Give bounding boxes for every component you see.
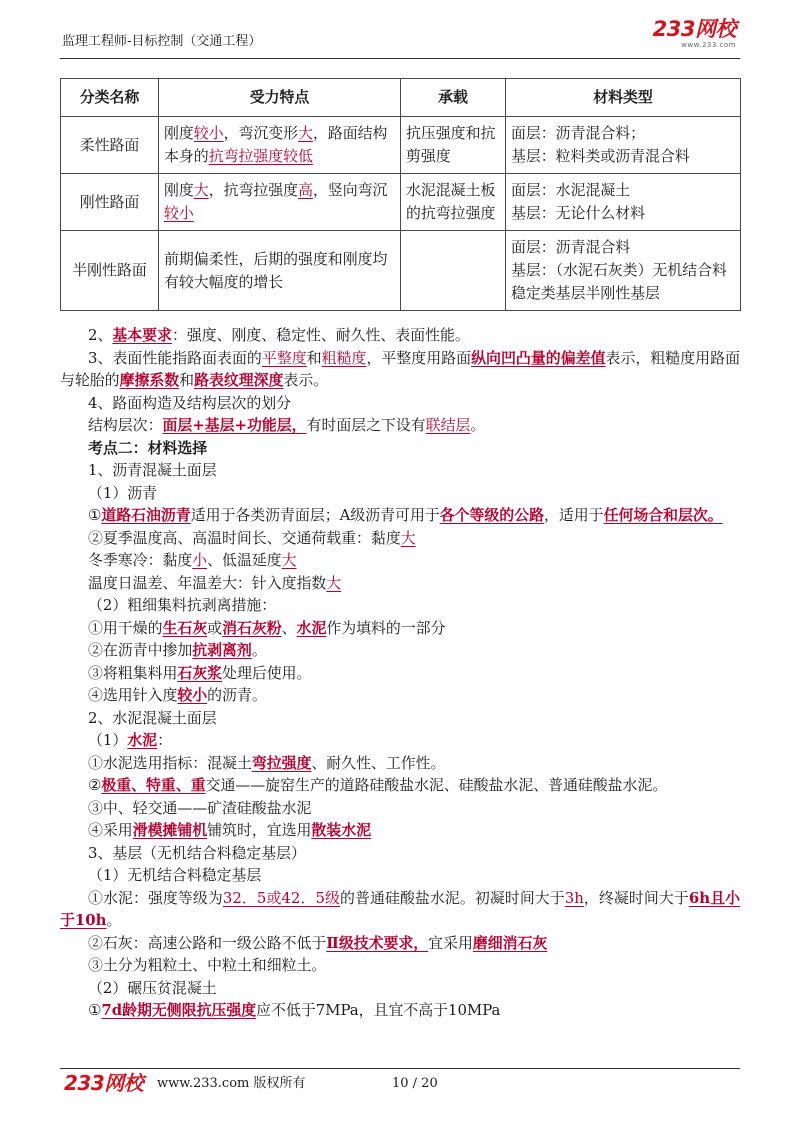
text-run: ，抗弯拉强度 [208,181,299,199]
text-run: ①用干燥的 [88,618,163,637]
material-line: 面层：沥青混合料 [511,238,631,256]
text-run: （1）无机结合料稳定基层 [88,866,262,884]
item-base-lime [60,932,740,955]
item-temperature-penetration-index [60,572,740,595]
highlighted-key-term: 生石灰 [162,618,208,637]
text-run: 4、路面构造及结构层次的划分 [88,393,292,412]
heading-cement-concrete-surface [60,707,740,730]
highlighted-key-term: 高 [298,181,313,199]
text-run: 2、水泥混凝土面层 [88,708,217,727]
text-run: 表示，粗糙度用路面与轮胎的 [60,348,740,389]
text-run: 结构层次： [88,416,163,434]
material-line: 基层：（水泥石灰类）无机结合料稳定类基层半刚性基层 [511,261,727,302]
cell-force-characteristics [159,231,401,311]
highlighted-key-term: 32．5或42．5级 [222,888,341,907]
heading-base-layer [60,842,740,865]
subheading-asphalt [60,482,740,505]
highlighted-key-term: 水泥 [127,731,158,749]
highlighted-key-term: 摩擦系数 [119,371,180,389]
text-run: 3、基层（无机结合料稳定基层） [88,843,306,862]
cell-force-characteristics [159,117,401,174]
material-line: 面层：水泥混凝土 [511,181,631,199]
subheading-inorganic-binder-base [60,864,740,887]
highlighted-key-term: 大 [281,551,297,569]
highlighted-key-term: 极重、特重、重 [101,776,206,794]
text-run: 、耐久性、工作性。 [311,753,446,772]
text-run: ④采用 [88,821,133,839]
text-run: （2）碾压贫混凝土 [88,978,217,997]
cell-category: 柔性路面 [61,117,159,174]
text-run: 冬季寒冷：黏度 [88,551,193,569]
text-run: ③土分为粗粒土、中粒土和细粒土。 [88,956,327,974]
highlighted-key-term: 7d龄期无侧限抗压强度 [101,1001,257,1019]
text-run: ： [157,731,172,749]
text-run: 2、 [88,326,113,344]
text-run: 刚度 [164,181,194,199]
cell-load-bearing: 水泥混凝土板的抗弯拉强度 [401,174,506,231]
page-number: 10 / 20 [392,1076,438,1091]
document-title: 监理工程师-目标控制（交通工程） [62,34,262,49]
highlighted-key-term: 消石灰粉 [222,618,282,637]
table-row-flexible-pavement [61,117,741,174]
highlighted-key-term: 联结层 [425,416,471,434]
cell-material-type [506,174,741,231]
item-low-penetration-asphalt [60,684,740,707]
highlighted-key-term: 磨细消石灰 [472,933,548,952]
highlighted-key-term: 水泥 [296,618,327,637]
highlighted-key-term: Ⅱ级技术要求， [326,933,429,952]
highlighted-key-term: 弯拉强度 [251,753,312,772]
header-divider [60,58,740,59]
highlighted-key-term: 较小 [177,686,208,704]
subheading-cement [60,729,740,752]
text-run: 和 [179,371,195,389]
highlighted-key-term: 抗剥离剂 [192,641,252,659]
column-header-load-bearing: 承载 [401,79,506,117]
item-road-petroleum-asphalt [60,504,740,527]
item-winter-viscosity [60,549,740,572]
highlighted-key-term: 平整度 [261,348,307,367]
item-heavy-traffic-cement [60,774,740,797]
highlighted-key-term: 纵向凹凸量的偏差值 [471,348,606,367]
text-run: 交通——旋窑生产的道路硅酸盐水泥、硅酸盐水泥、普通硅酸盐水泥。 [205,776,668,794]
table-row-semi-rigid-pavement [61,231,741,311]
bold-heading-text: 考点二：材料选择 [88,438,208,457]
text-run: （1） [88,731,128,749]
text-run: 3、表面性能指路面表面的 [88,348,262,367]
text-run: 的沥青。 [207,686,267,704]
text-run: ，终凝时间大于 [583,888,689,907]
highlighted-key-term: 粗糙度 [321,348,367,367]
logo-mark: 233网校 [652,17,736,41]
footer-divider [60,1068,740,1069]
text-run: ①水泥选用指标：混凝土 [88,753,252,772]
table-header-row [61,79,741,117]
highlighted-key-term: 大 [193,181,209,199]
text-run: 应不低于7MPa，且宜不高于10MPa [256,1001,501,1019]
text-run: 或 [207,618,223,637]
highlighted-key-term: 各个等级的公路 [439,506,544,524]
highlighted-key-term: 较小 [193,124,224,142]
highlighted-key-term: 大 [298,124,313,142]
text-run: 前期偏柔性，后期的强度和刚度均有较大幅度的增长 [164,249,388,291]
item-light-traffic-cement [60,797,740,820]
highlighted-key-term: 3h [564,888,584,907]
text-run: ① [88,506,102,524]
cell-force-characteristics [159,174,401,231]
table-row-rigid-pavement [61,174,741,231]
text-run: （1）沥青 [88,483,158,502]
text-run: 、低温延度 [207,551,282,569]
item-lean-concrete-strength [60,999,740,1022]
text-run: 作为填料的一部分 [326,618,446,637]
material-line: 基层：无论什么材料 [511,204,646,222]
text-run: ③将粗集料用 [88,663,178,682]
subheading-anti-stripping-measures [60,594,740,617]
text-run: 和 [306,348,322,367]
highlighted-key-term: 路表纹理深度 [194,371,284,389]
text-run: 处理后使用。 [222,663,312,682]
highlighted-key-term: 抗弯拉强度较低 [208,147,313,165]
text-run: 有时面层之下设有 [306,416,426,434]
footer-copyright: www.233.com 版权所有 [157,1076,306,1091]
cell-load-bearing: 抗压强度和抗剪强度 [401,117,506,174]
text-run: ，平整度用路面 [366,348,472,367]
column-header-category: 分类名称 [61,79,159,117]
header-brand-logo [653,17,736,50]
text-run: 刚度 [164,124,194,142]
column-header-material-type: 材料类型 [506,79,741,117]
text-run: 。 [470,416,486,434]
notes-body [60,324,740,1022]
item-summer-viscosity [60,527,740,550]
highlighted-key-term: 面层+基层+功能层， [162,416,307,434]
cell-category: 半刚性路面 [61,231,159,311]
para-structure-layers [60,414,740,437]
text-run: ②石灰：高速公路和一级公路不低于 [88,933,327,952]
text-run: 、 [281,618,297,637]
highlighted-key-term: 滑模摊铺机 [132,821,208,839]
text-run: ② [88,776,102,794]
text-run: 宜采用 [428,933,473,952]
text-run: ① [88,1001,102,1019]
text-run: 温度日温差、年温差大：针入度指数 [88,573,327,592]
text-run: ④选用针入度 [88,686,178,704]
item-base-cement [60,887,740,932]
item-filler [60,617,740,640]
heading-asphalt-concrete-surface [60,459,740,482]
text-run: 。 [251,641,267,659]
highlighted-key-term: 大 [326,573,342,592]
highlighted-key-term: 较小 [164,204,194,222]
text-run: 1、沥青混凝土面层 [88,461,217,479]
text-run: ，弯沉变形 [223,124,299,142]
highlighted-key-term: 道路石油沥青 [101,506,191,524]
text-run: 表示。 [283,371,329,389]
highlighted-key-term: 小 [192,551,208,569]
text-run: ②在沥青中掺加 [88,641,193,659]
text-run: ①水泥：强度等级为 [88,888,223,907]
highlighted-key-term: 6h且小于10h [60,888,740,929]
item-anti-stripping-agent [60,639,740,662]
text-run: ，竖向弯沉 [312,181,388,199]
material-line: 面层：沥青混合料； [511,124,646,142]
item-cement-indicators [60,752,740,775]
item-soil-classification [60,954,740,977]
footer-brand-logo: 233网校 [64,1071,144,1095]
text-run: ②夏季温度高、高温时间长、交通荷载重：黏度 [88,528,401,547]
text-run: ，适用于 [543,506,604,524]
highlighted-key-term: 任何场合和层次。 [603,506,723,524]
text-run: ③中、轻交通——矿渣硅酸盐水泥 [88,798,312,817]
text-run: 铺筑时，宜选用 [207,821,312,839]
material-line: 基层：粒料类或沥青混合料 [511,147,690,165]
highlighted-key-term: 大 [400,528,416,547]
highlighted-key-term: 石灰浆 [177,663,223,682]
text-run: ，路面结构本身的 [164,124,388,165]
highlighted-key-term: 散装水泥 [311,821,371,839]
cell-material-type [506,117,741,174]
cell-material-type [506,231,741,311]
para-structure-division-heading [60,392,740,415]
highlighted-key-term: 基本要求 [112,326,172,344]
text-run: 的普通硅酸盐水泥。初凝时间大于 [340,888,565,907]
subheading-rolled-lean-concrete [60,977,740,1000]
para-basic-requirements [60,324,740,347]
text-run: 适用于各类沥青面层；A级沥青可用于 [190,506,440,524]
pavement-classification-table [60,78,741,311]
item-lime-slurry [60,662,740,685]
logo-url: www.233.com [681,41,736,49]
text-run: （2）粗细集料抗剥离措施： [88,596,277,614]
text-run: 。 [106,911,122,929]
item-slipform-paver [60,819,740,842]
text-run: ：强度、刚度、稳定性、耐久性、表面性能。 [171,326,470,344]
cell-category: 刚性路面 [61,174,159,231]
para-surface-performance [60,347,740,392]
cell-load-bearing-empty [401,231,506,311]
section-heading-material-selection [60,437,740,460]
column-header-force-characteristics: 受力特点 [159,79,401,117]
